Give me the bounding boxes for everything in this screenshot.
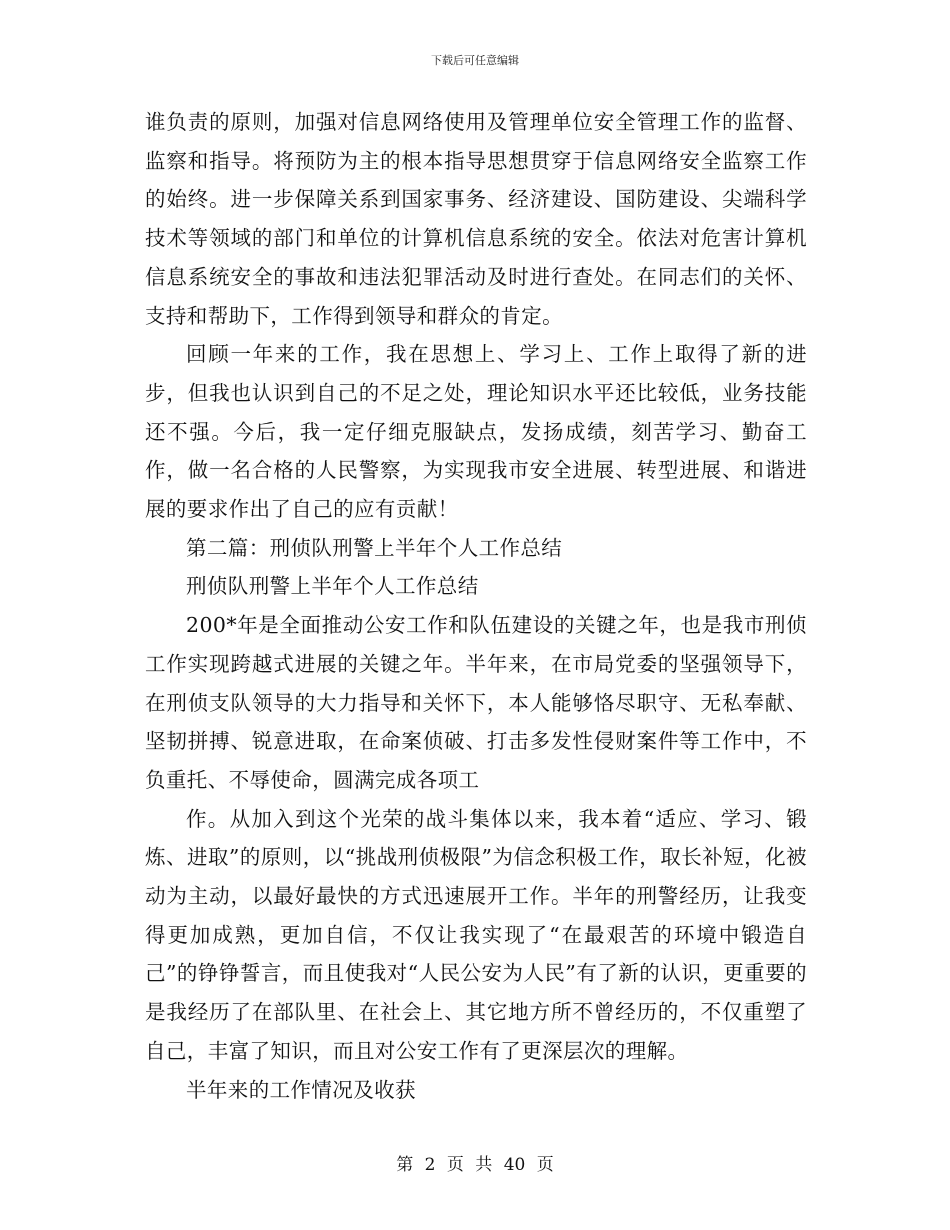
- subsection-heading: 半年来的工作情况及收获: [186, 1077, 416, 1102]
- page-header: 下载后可任意编辑: [431, 54, 519, 67]
- paragraph-continuation: 谁负责的原则，加强对信息网络使用及管理单位安全管理工作的监督、监察和指导。将预防为主的根本指导思想贯穿于信息网络安全监察工作的始终。进一步保障关系到国家事务、经济建设、国防建设、尖端科学技术等领域的部门和单位的计算机信息系统的安全。依法对危害计算机信息系统安全的事故和违法犯罪活动及时进行查处。在同志们的关怀、支持和帮助下，工作得到领导和群众的肯定。: [145, 110, 807, 328]
- section-title: 刑侦队刑警上半年个人工作总结: [186, 574, 479, 599]
- section-heading-chapter-two: 第二篇：刑侦队刑警上半年个人工作总结: [186, 535, 563, 560]
- paragraph-intro: 200*年是全面推动公安工作和队伍建设的关键之年，也是我市刑侦工作实现跨越式进展的关键之年。半年来，在市局党委的坚强领导下，在刑侦支队领导的大力指导和关怀下，本人能够恪尽职守、无私奉献、坚韧拼搏、锐意进取，在命案侦破、打击多发性侵财案件等工作中，不负重托、不辱使命，圆满完成各项工: [145, 613, 807, 792]
- paragraph-review: 回顾一年来的工作，我在思想上、学习上、工作上取得了新的进步，但我也认识到自己的不足之处，理论知识水平还比较低，业务技能还不强。今后，我一定仔细克服缺点，发扬成绩，刻苦学习、勤奋工作，做一名合格的人民警察，为实现我市安全进展、转型进展、和谐进展的要求作出了自己的应有贡献！: [145, 342, 807, 522]
- paragraph-experience: 作。从加入到这个光荣的战斗集体以来，我本着“适应、学习、锻炼、进取”的原则，以“挑战刑侦极限”为信念积极工作，取长补短，化被动为主动，以最好最快的方式迅速展开工作。半年的刑警经历，让我变得更加成熟，更加自信，不仅让我实现了“在最艰苦的环境中锻造自己”的铮铮誓言，而且使我对“人民公安为人民”有了新的认识，更重要的是我经历了在部队里、在社会上、其它地方所不曾经历的，不仅重塑了自己，丰富了知识，而且对公安工作有了更深层次的理解。: [145, 806, 807, 1063]
- document-body: [145, 103, 807, 1109]
- page-footer: 第 2 页 共 40 页: [396, 1155, 554, 1175]
